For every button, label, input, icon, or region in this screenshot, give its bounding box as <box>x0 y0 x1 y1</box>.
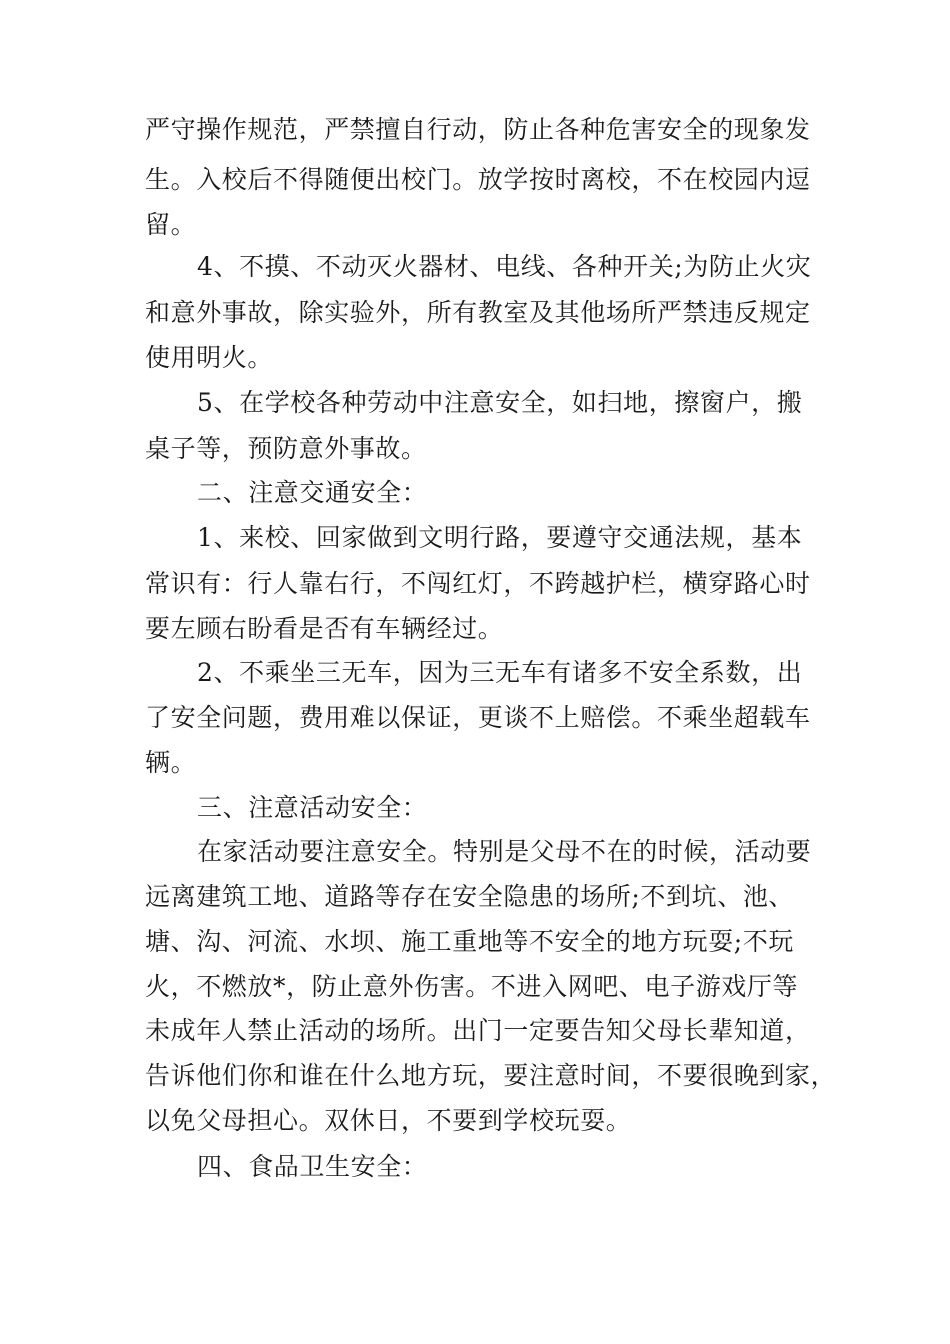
text-line: 严守操作规范，严禁擅自行动，防止各种危害安全的现象发 <box>145 115 811 144</box>
text-line: 远离建筑工地、道路等存在安全隐患的场所;不到坑、池、 <box>145 882 795 911</box>
text-line: 要左顾右盼看是否有车辆经过。 <box>145 614 504 643</box>
text-line: 塘、沟、河流、水坝、施工重地等不安全的地方玩耍;不玩 <box>145 927 795 956</box>
text-line: 留。 <box>145 210 197 239</box>
text-line: 生。入校后不得随便出校门。放学按时离校，不在校园内逗 <box>145 165 811 194</box>
text-line: 在家活动要注意安全。特别是父母不在的时候，活动要 <box>197 837 812 866</box>
text-line: 火，不燃放*，防止意外伤害。不进入网吧、电子游戏厅等 <box>145 972 799 1001</box>
text-line: 常识有：行人靠右行，不闯红灯，不跨越护栏，横穿路心时 <box>145 569 811 598</box>
text-line: 和意外事故，除实验外，所有教室及其他场所严禁违反规定 <box>145 298 811 327</box>
text-line: 告诉他们你和谁在什么地方玩，要注意时间，不要很晚到家， <box>145 1061 837 1090</box>
section-heading: 二、注意交通安全： <box>197 478 428 507</box>
section-heading: 四、食品卫生安全： <box>197 1152 428 1181</box>
text-line: 桌子等，预防意外事故。 <box>145 434 427 463</box>
text-line: 以免父母担心。双休日，不要到学校玩耍。 <box>145 1106 632 1135</box>
text-line: 使用明火。 <box>145 343 274 372</box>
text-line: 5、在学校各种劳动中注意安全，如扫地，擦窗户，搬 <box>197 388 803 417</box>
text-line: 4、不摸、不动灭火器材、电线、各种开关;为防止火灾 <box>197 252 812 281</box>
text-line: 1、来校、回家做到文明行路，要遵守交通法规，基本 <box>197 523 803 552</box>
text-line: 2、不乘坐三无车，因为三无车有诸多不安全系数，出 <box>197 658 803 687</box>
section-heading: 三、注意活动安全： <box>197 793 428 822</box>
text-line: 未成年人禁止活动的场所。出门一定要告知父母长辈知道， <box>145 1016 811 1045</box>
text-line: 了安全问题，费用难以保证，更谈不上赔偿。不乘坐超载车 <box>145 703 811 732</box>
text-line: 辆。 <box>145 748 197 777</box>
